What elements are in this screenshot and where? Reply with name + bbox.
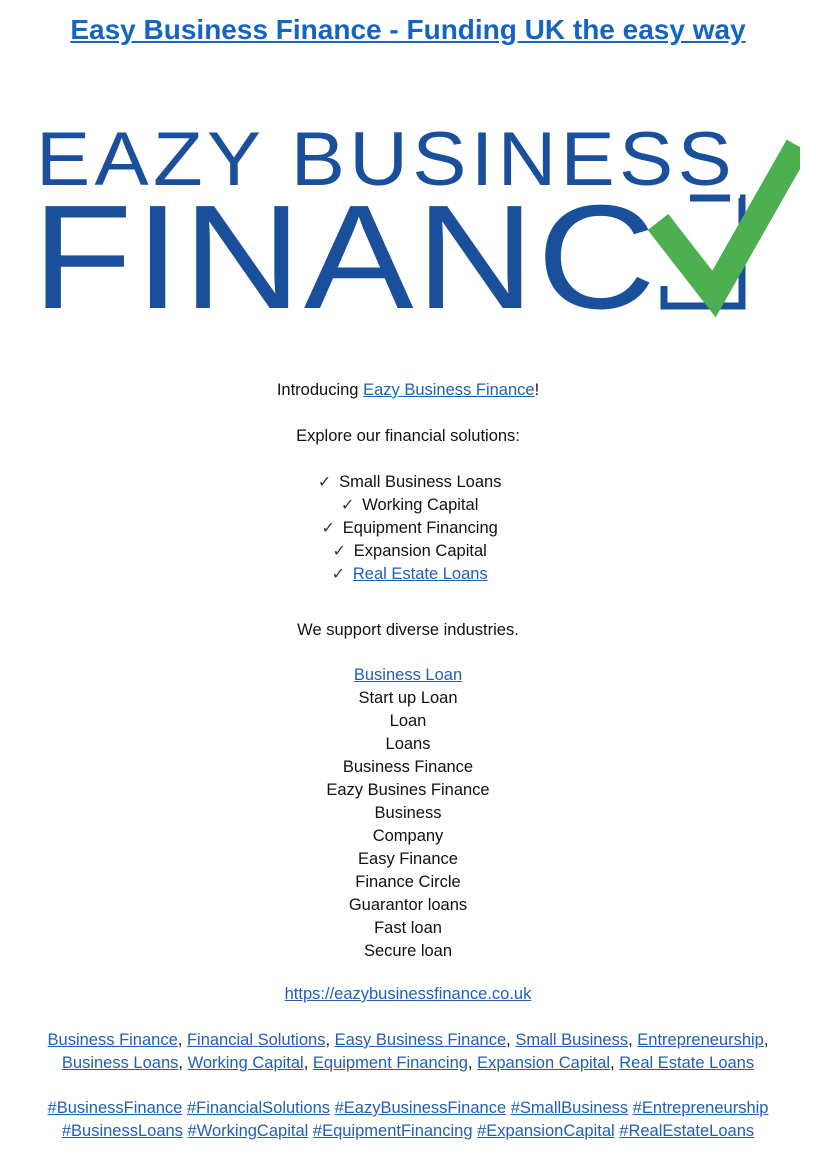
solution-label: Working Capital — [362, 496, 479, 514]
checkmark-icon: ✓ — [317, 474, 332, 491]
tag-line-2: Business Loans, Working Capital, Equipment Financing, Expansion Capital, Real Estate Loans — [61, 1054, 755, 1072]
hashtag-link[interactable]: #SmallBusiness — [510, 1099, 629, 1117]
solution-item — [0, 517, 816, 540]
hashtag-line-2 — [0, 1120, 816, 1143]
keyword-item: Easy Finance — [358, 850, 458, 868]
intro-line: Introducing Eazy Business Finance! — [276, 381, 540, 399]
hashtag-link[interactable]: #EazyBusinessFinance — [334, 1099, 507, 1117]
logo-line1: EAZY BUSINESS — [36, 117, 736, 202]
brand-link[interactable]: Eazy Business Finance — [363, 381, 535, 399]
solution-item[interactable] — [0, 563, 816, 586]
solution-label: Small Business Loans — [339, 473, 502, 491]
keyword-item: Guarantor loans — [348, 896, 468, 914]
keyword-list — [0, 664, 816, 963]
keyword-item: Secure loan — [363, 942, 453, 960]
keyword-item: Loans — [385, 735, 431, 753]
tag-link[interactable]: Equipment Financing — [312, 1054, 468, 1072]
checkmark-icon: ✓ — [331, 566, 345, 583]
checkmark-icon: ✓ — [332, 543, 346, 560]
hashtag-link[interactable]: #BusinessLoans — [61, 1122, 183, 1140]
solution-item — [0, 540, 816, 563]
hashtag-link[interactable]: #Entrepreneurship — [632, 1099, 769, 1117]
website-url — [0, 983, 816, 1006]
explore-text: Explore our financial solutions: — [296, 427, 520, 445]
hashtag-link[interactable]: #FinancialSolutions — [186, 1099, 331, 1117]
tag-link[interactable]: Small Business — [515, 1031, 629, 1049]
logo-line2: FINANC — [32, 175, 658, 320]
company-logo — [30, 110, 800, 320]
keyword-item: Start up Loan — [358, 689, 458, 707]
tag-link[interactable]: Easy Business Finance — [334, 1031, 507, 1049]
hashtag-link[interactable]: #BusinessFinance — [47, 1099, 183, 1117]
checkmark-icon: ✓ — [321, 520, 335, 537]
tag-line-1: Business Finance, Financial Solutions, Easy Business Finance, Small Business, Entrepreneurship, — [47, 1031, 769, 1049]
tag-link[interactable]: Working Capital — [187, 1054, 304, 1072]
checkmark-icon: ✓ — [340, 497, 355, 514]
solution-label: Expansion Capital — [353, 542, 487, 560]
tag-link[interactable]: Business Finance — [47, 1031, 178, 1049]
industries-text: We support diverse industries. — [297, 621, 519, 639]
solutions-list — [0, 471, 816, 586]
keyword-item: Company — [372, 827, 444, 845]
solution-label[interactable]: Real Estate Loans — [352, 565, 488, 583]
solution-item — [0, 471, 816, 494]
tag-link[interactable]: Business Loans — [61, 1054, 179, 1072]
tag-link[interactable]: Real Estate Loans — [619, 1054, 755, 1072]
keyword-item: Loan — [389, 712, 427, 730]
hashtag-link[interactable]: #RealEstateLoans — [619, 1122, 755, 1140]
keyword-item[interactable]: Business Loan — [353, 666, 463, 684]
page-title — [0, 13, 816, 47]
keyword-item: Fast loan — [374, 919, 442, 937]
website-link[interactable]: https://eazybusinessfinance.co.uk — [284, 985, 532, 1003]
keyword-item: Finance Circle — [355, 873, 461, 891]
tag-link[interactable]: Expansion Capital — [477, 1054, 611, 1072]
title-link[interactable]: Easy Business Finance - Funding UK the easy way — [70, 14, 746, 45]
tag-link[interactable]: Entrepreneurship — [637, 1031, 764, 1049]
hashtag-link[interactable]: #ExpansionCapital — [477, 1122, 615, 1140]
hashtag-line-1 — [0, 1097, 816, 1120]
tag-link[interactable]: Financial Solutions — [186, 1031, 326, 1049]
keyword-item: Eazy Busines Finance — [326, 781, 490, 799]
solution-label: Equipment Financing — [342, 519, 498, 537]
hashtag-link[interactable]: #WorkingCapital — [187, 1122, 309, 1140]
solution-item — [0, 494, 816, 517]
keyword-item: Business — [374, 804, 442, 822]
tag-list — [0, 1029, 816, 1075]
hashtag-list — [0, 1097, 816, 1143]
keyword-item: Business Finance — [342, 758, 474, 776]
hashtag-link[interactable]: #EquipmentFinancing — [312, 1122, 473, 1140]
